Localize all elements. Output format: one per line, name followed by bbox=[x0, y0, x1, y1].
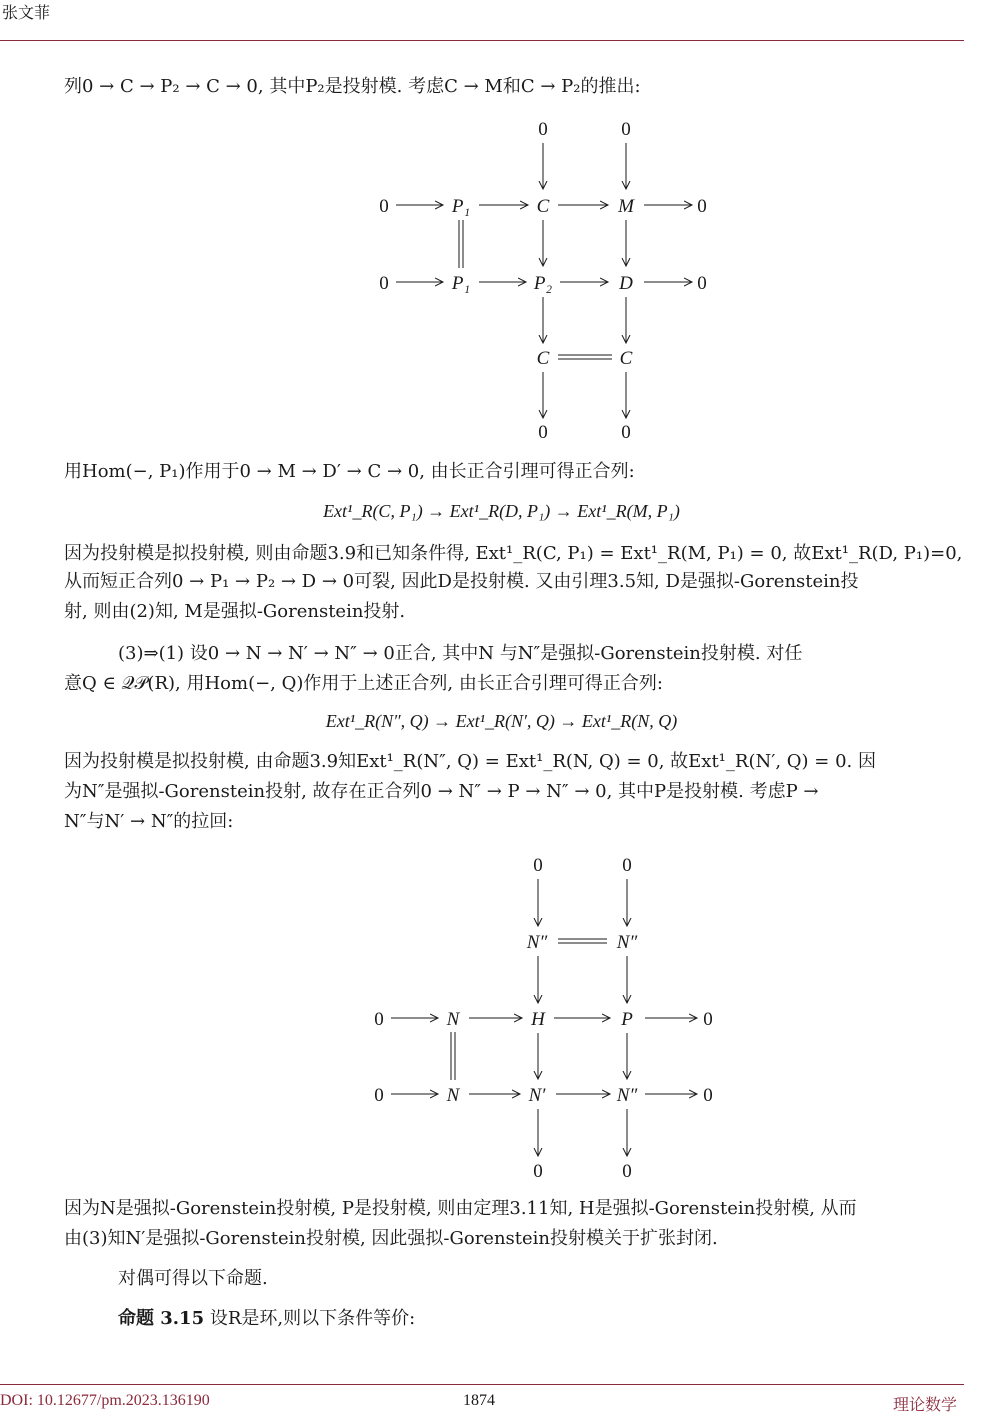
d2-r3-Npp: N″ bbox=[616, 1085, 638, 1106]
d2-r2-zero-left: 0 bbox=[374, 1009, 384, 1030]
d1-bottom-zero-right: 0 bbox=[621, 422, 631, 443]
d2-r2-N: N bbox=[446, 1009, 460, 1030]
d1-r1-zero-right: 0 bbox=[697, 196, 707, 217]
paragraph-pullback-line2: 为N″是强拟-Gorenstein投射, 故存在正合列0 → N″ → P → N″ → 0, 其中P是投射模. 考虑P → bbox=[64, 781, 819, 802]
d2-r2-H: H bbox=[531, 1009, 545, 1030]
paragraph-pullback-line3: N″与N′ → N″的拉回: bbox=[64, 811, 234, 832]
footer-journal-name: 理论数学 bbox=[893, 1395, 958, 1414]
header-rule bbox=[0, 40, 964, 41]
d1-r1-M: M bbox=[618, 196, 634, 217]
d1-r2-zero-left: 0 bbox=[379, 273, 389, 294]
paragraph-3-implies-1-line2: 意Q ∈ 𝒬𝒫(R), 用Hom(−, Q)作用于上述正合列, 由长正合引理可得正合列: bbox=[64, 673, 663, 694]
paragraph-3-implies-1-line1: (3)⇒(1) 设0 → N → N′ → N″ → 0正合, 其中N 与N″是强拟-Gorenstein投射模. 对任 bbox=[118, 643, 803, 664]
d1-r2-D: D bbox=[619, 273, 633, 294]
d2-top-zero-left: 0 bbox=[533, 855, 543, 876]
d1-r1-P1: P₁ bbox=[451, 196, 471, 217]
footer-page-number: 1874 bbox=[463, 1392, 495, 1409]
d2-r3-zero-right: 0 bbox=[703, 1085, 713, 1106]
d1-r2-P2: P₂ bbox=[533, 273, 553, 294]
d1-top-zero-left: 0 bbox=[538, 119, 548, 140]
d2-top-zero-right: 0 bbox=[622, 855, 632, 876]
d2-bottom-zero-left: 0 bbox=[533, 1161, 543, 1182]
paragraph-pushout-intro: 列0 → C → P₂ → C → 0, 其中P₂是投射模. 考虑C → M和C → P₂的推出: bbox=[64, 76, 641, 97]
equation-ext-sequence-2: Ext¹_R(N″, Q) → Ext¹_R(N′, Q) → Ext¹_R(N, Q) bbox=[325, 711, 678, 731]
proposition-label: 命题 3.15 bbox=[118, 1308, 205, 1329]
d1-r3-C-left: C bbox=[536, 348, 550, 369]
d2-r1-Npp-right: N″ bbox=[616, 932, 638, 953]
paragraph-split-line2: 从而短正合列0 → P₁ → P₂ → D → 0可裂, 因此D是投射模. 又由引理3.5知, D是强拟-Gorenstein投 bbox=[64, 571, 859, 592]
paragraph-conclusion-line2: 由(3)知N′是强拟-Gorenstein投射模, 因此强拟-Gorenstein投射模关于扩张封闭. bbox=[64, 1228, 718, 1249]
d2-r2-P: P bbox=[621, 1009, 633, 1030]
paragraph-pullback-line1: 因为投射模是拟投射模, 由命题3.9知Ext¹_R(N″, Q) = Ext¹_R(N, Q) = 0, 故Ext¹_R(N′, Q) = 0. 因 bbox=[64, 751, 876, 772]
footer-rule bbox=[0, 1384, 964, 1385]
d1-r1-C: C bbox=[536, 196, 550, 217]
header-author: 张文菲 bbox=[2, 3, 51, 22]
footer-doi-link[interactable]: DOI: 10.12677/pm.2023.136190 bbox=[0, 1392, 210, 1409]
d2-r2-zero-right: 0 bbox=[703, 1009, 713, 1030]
paragraph-split-line3: 射, 则由(2)知, M是强拟-Gorenstein投射. bbox=[64, 601, 406, 622]
d1-r2-P1: P₁ bbox=[451, 273, 471, 294]
d2-r3-Np: N′ bbox=[528, 1085, 546, 1106]
d1-r2-zero-right: 0 bbox=[697, 273, 707, 294]
paragraph-conclusion-line1: 因为N是强拟-Gorenstein投射模, P是投射模, 则由定理3.11知, H是强拟-Gorenstein投射模, 从而 bbox=[64, 1198, 857, 1219]
d2-bottom-zero-right: 0 bbox=[622, 1161, 632, 1182]
paragraph-dual: 对偶可得以下命题. bbox=[118, 1268, 268, 1289]
d1-r3-C-right: C bbox=[619, 348, 633, 369]
d1-r1-zero-left: 0 bbox=[379, 196, 389, 217]
equation-ext-sequence-1: Ext¹_R(C, P₁) → Ext¹_R(D, P₁) → Ext¹_R(M, P₁) bbox=[323, 501, 680, 521]
paragraph-hom-p1: 用Hom(−, P₁)作用于0 → M → D′ → C → 0, 由长正合引理可得正合列: bbox=[64, 461, 635, 482]
d1-bottom-zero-left: 0 bbox=[538, 422, 548, 443]
proposition-3-15 bbox=[118, 1305, 1003, 1332]
d2-r1-Npp-left: N″ bbox=[526, 932, 548, 953]
paragraph-split-line1: 因为投射模是拟投射模, 则由命题3.9和已知条件得, Ext¹_R(C, P₁) = Ext¹_R(M, P₁) = 0, 故Ext¹_R(D, P₁)=0, bbox=[64, 543, 963, 564]
pullback-diagram bbox=[0, 845, 1003, 1180]
pushout-diagram bbox=[0, 110, 1003, 443]
proposition-text: 设R是环,则以下条件等价: bbox=[204, 1308, 416, 1329]
d2-r3-zero-left: 0 bbox=[374, 1085, 384, 1106]
d2-r3-N: N bbox=[446, 1085, 460, 1106]
d1-top-zero-right: 0 bbox=[621, 119, 631, 140]
